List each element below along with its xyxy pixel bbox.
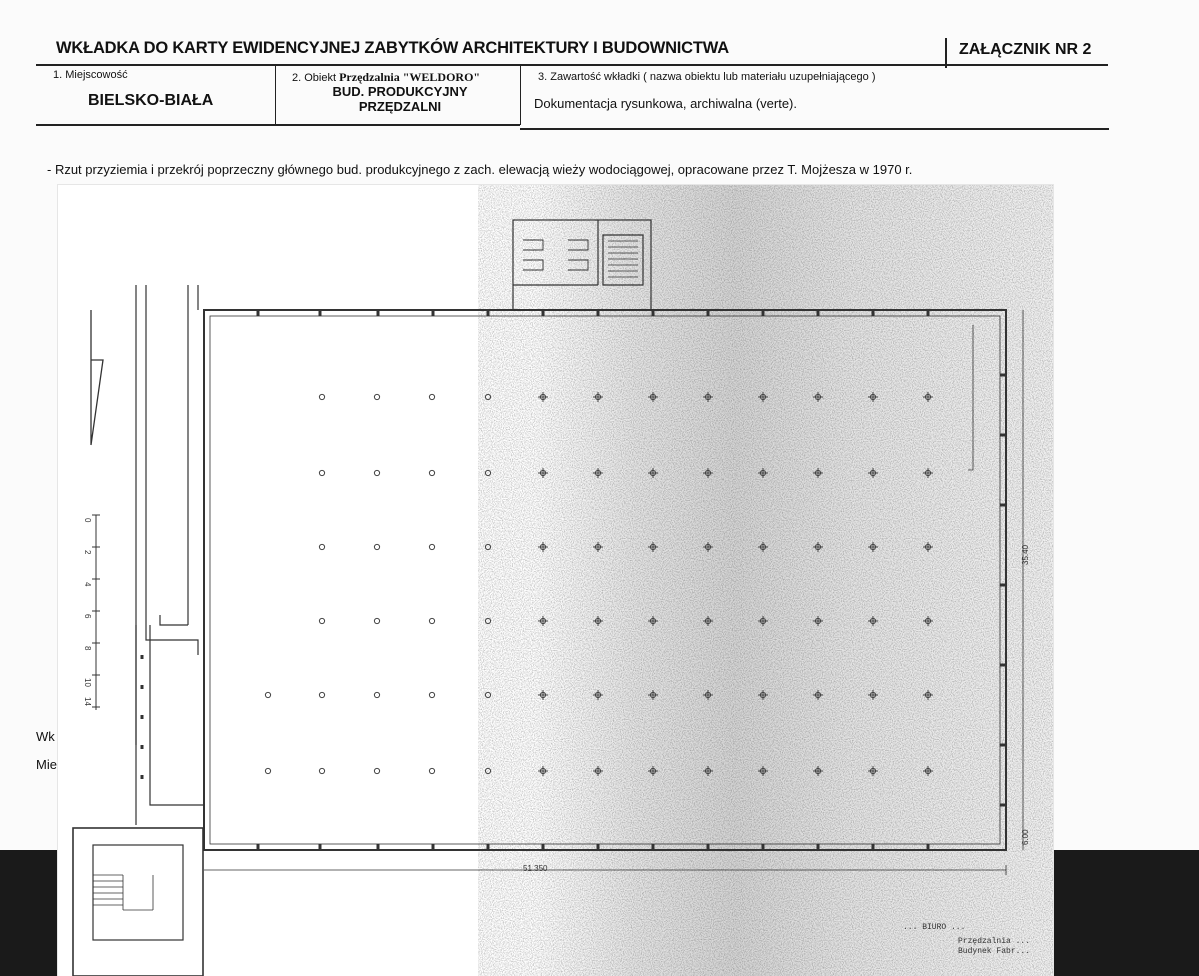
title-block-line-1: ... BIURO ... xyxy=(903,923,966,932)
locality-value: BIELSKO-BIAŁA xyxy=(88,92,214,109)
dim-corner-label: 6.00 xyxy=(1021,829,1030,845)
field-divider-2 xyxy=(520,66,521,125)
floor-plan-drawing xyxy=(58,185,1053,976)
scale-label-2: 2 xyxy=(83,550,92,555)
scale-label-10: 10 xyxy=(83,678,92,687)
scale-label-4: 4 xyxy=(83,582,92,587)
field-divider-1 xyxy=(275,66,276,125)
fields-bottom-rule-right xyxy=(520,128,1109,130)
scale-label-0: 0 xyxy=(83,518,92,523)
object-name: Przędzalnia "WELDORO" xyxy=(339,70,481,84)
dim-bottom-label: 51.350 xyxy=(523,864,548,873)
scale-label-6: 6 xyxy=(83,614,92,619)
document-title: WKŁADKA DO KARTY EWIDENCYJNEJ ZABYTKÓW ARCHITEKTURY I BUDOWNICTWA xyxy=(56,39,729,57)
scale-label-14: 14 xyxy=(83,697,92,706)
floor-plan-svg xyxy=(58,185,1053,976)
object-label-line xyxy=(292,70,480,85)
drawing-description: - Rzut przyziemia i przekrój poprzeczny głównego bud. produkcyjnego z zach. elewacją wieży wodociągowej, opracowane przez T. Mojżesza w 1970 r. xyxy=(47,162,913,177)
contents-label: 3. Zawartość wkładki ( nazwa obiektu lub materiału uzupełniającego ) xyxy=(538,71,876,83)
scale-label-8: 8 xyxy=(83,646,92,651)
object-label: 2. Obiekt xyxy=(292,72,337,84)
locality-label: 1. Miejscowość xyxy=(53,69,128,81)
title-block-line-2: Przędzalnia ... xyxy=(958,937,1031,946)
contents-value: Dokumentacja rysunkowa, archiwalna (verte). xyxy=(534,96,797,111)
dim-right-label: 35.40 xyxy=(1021,544,1030,565)
header-rule xyxy=(36,64,1108,66)
object-value: BUD. PRODUKCYJNY PRZĘDZALNI xyxy=(332,84,468,114)
annex-label: ZAŁĄCZNIK NR 2 xyxy=(959,41,1092,58)
partial-text-1: Wk xyxy=(36,729,55,744)
copy-noise xyxy=(478,185,1053,976)
partial-text-2: Mie xyxy=(36,757,57,772)
fields-bottom-rule-left xyxy=(36,124,520,126)
title-block-line-3: Budynek Fabr... xyxy=(958,947,1031,956)
